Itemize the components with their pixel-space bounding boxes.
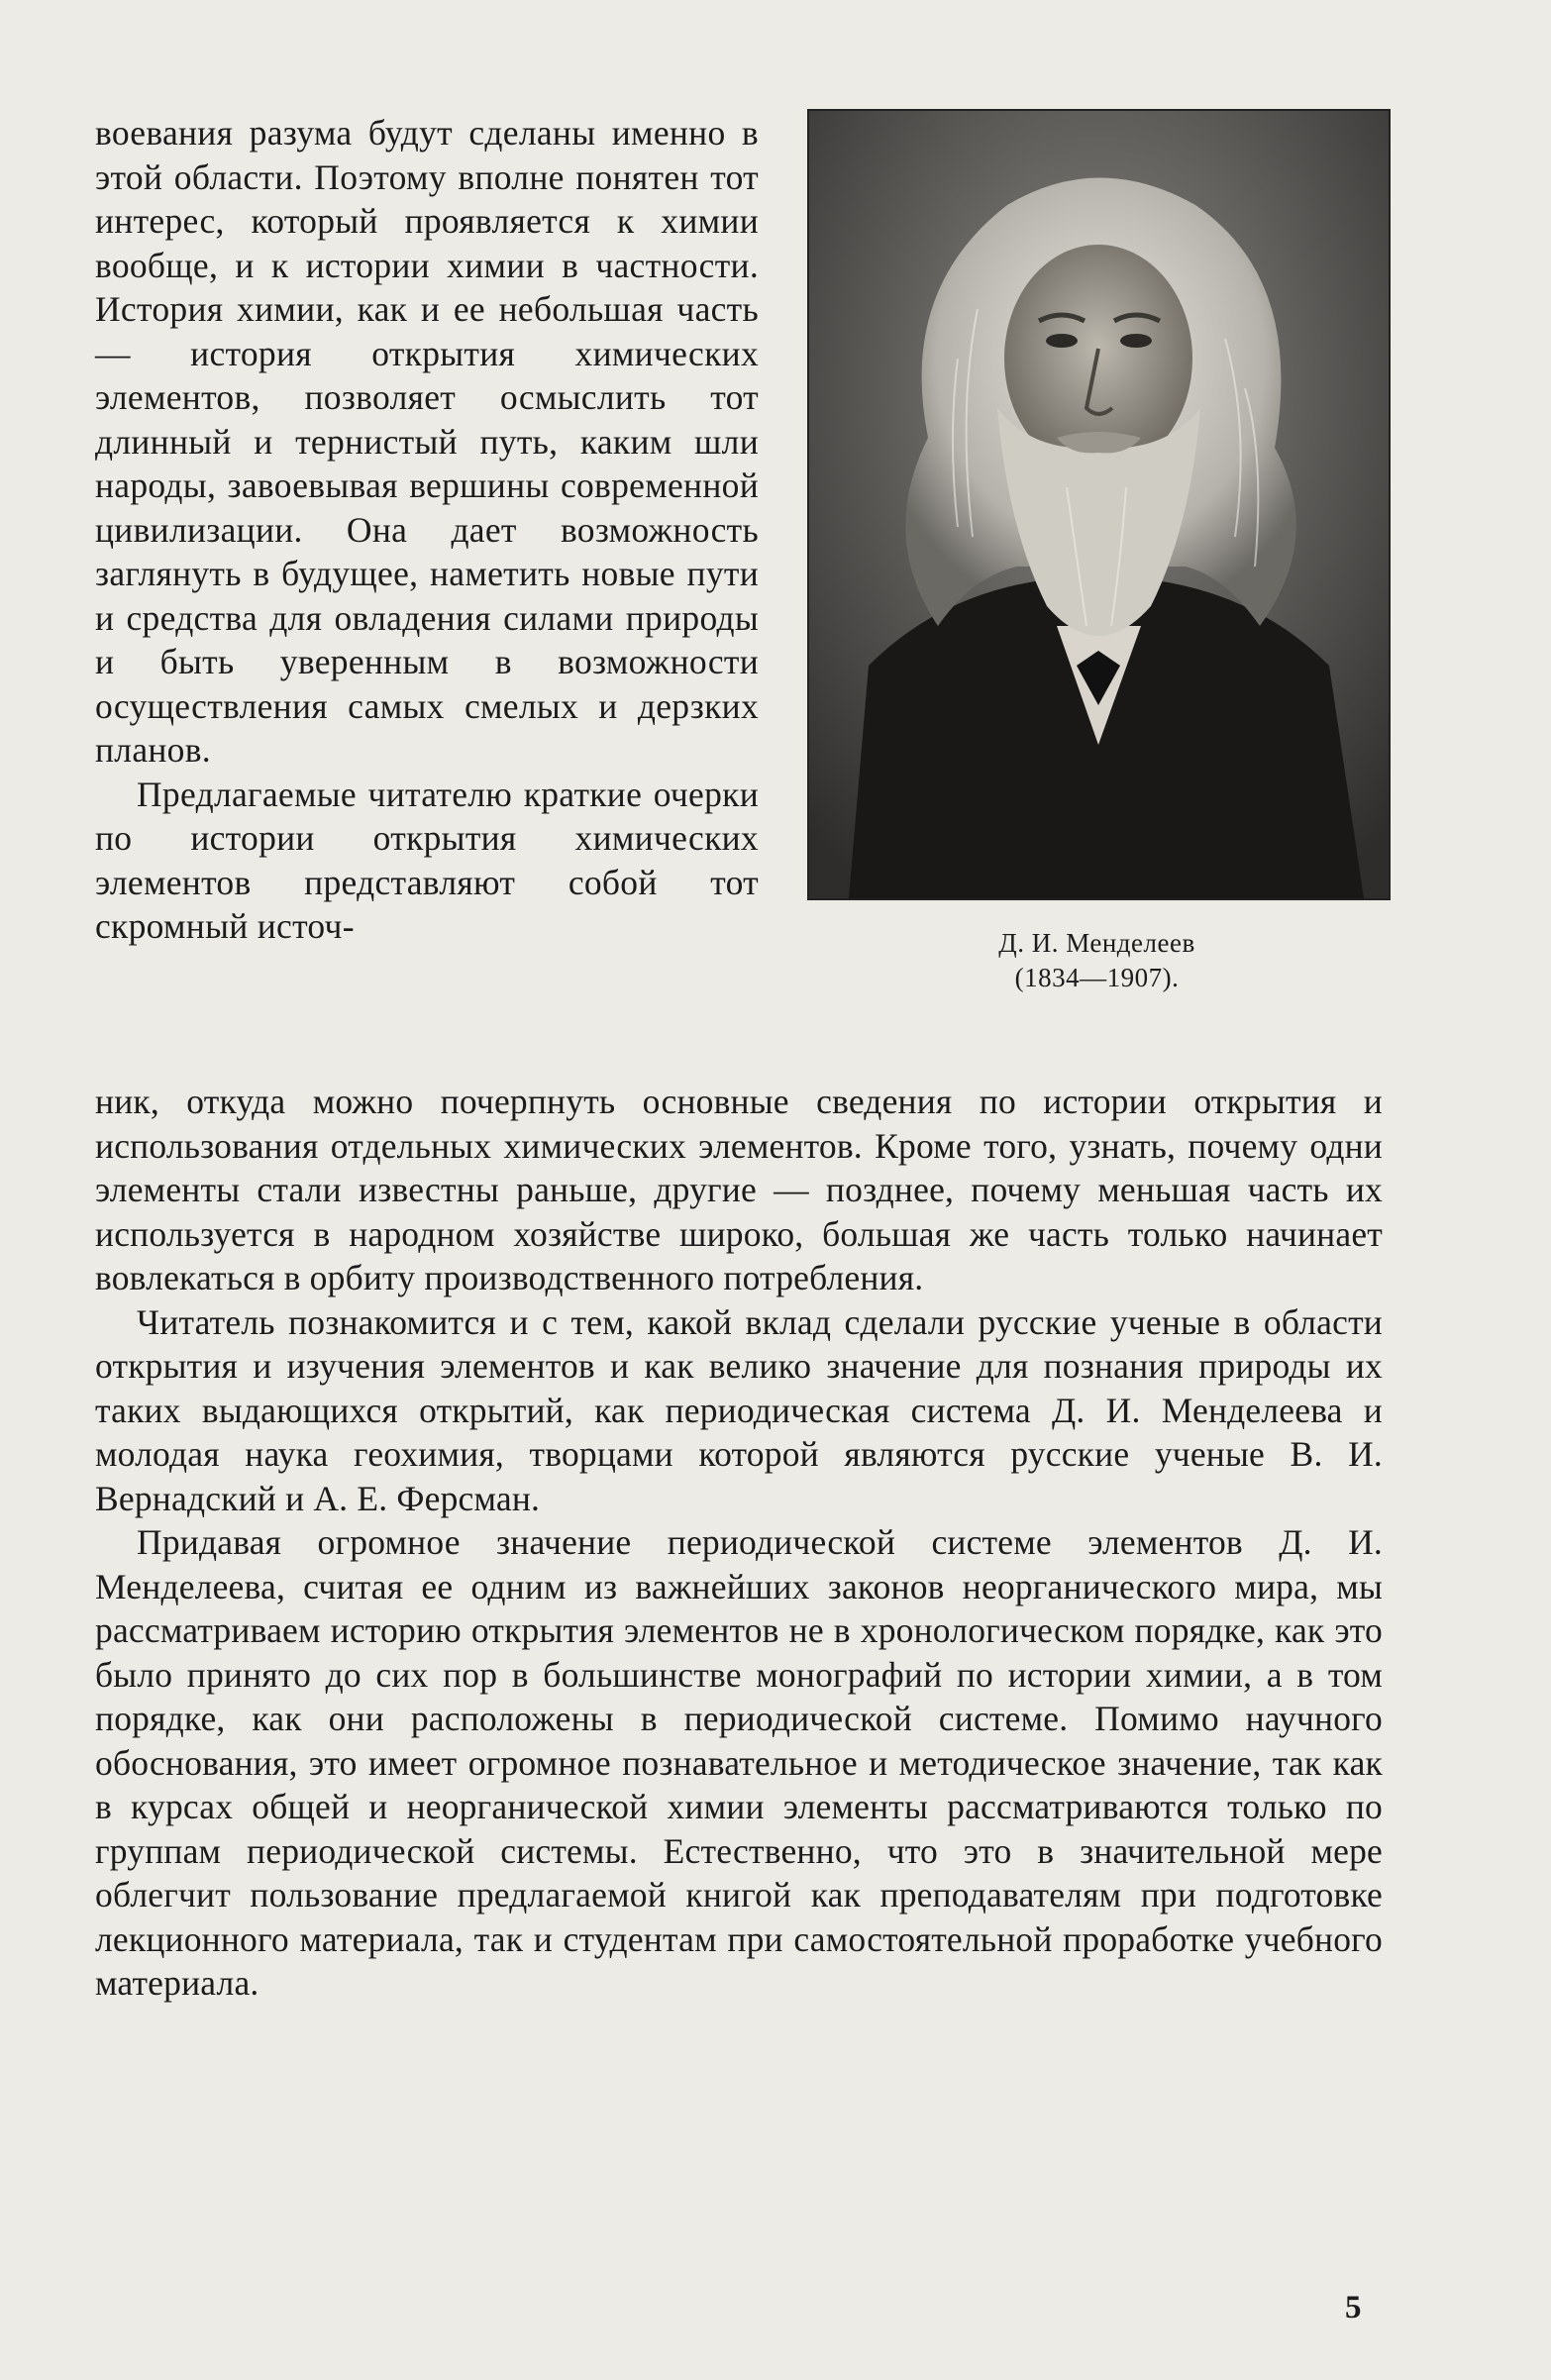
caption-name: Д. И. Менделеев bbox=[998, 928, 1195, 958]
portrait-image bbox=[809, 111, 1389, 898]
intro-paragraph-2-start: Предлагаемые читателю краткие очерки по истории открытия химических элементов представляют собой тот скромный источ- bbox=[95, 774, 759, 946]
paragraph-2-end: ник, откуда можно почерпнуть основные сведения по истории открытия и использования отдельных химических элементов. Кроме того, узнать, почему одни элементы стали известны раньше, другие — позднее, почему меньшая часть их используется в народном хозяйстве широко, большая же часть только начинает вовлекаться в орбиту производственного потребления. bbox=[95, 1082, 1383, 1297]
body-text bbox=[95, 1080, 1383, 2006]
page-number: 5 bbox=[1345, 2290, 1362, 2326]
portrait-photo-mendeleev bbox=[807, 109, 1391, 900]
paragraph-3: Читатель познакомится и с тем, какой вклад сделали русские ученые в области открытия и изучения элементов и как велико значение для познания природы их таких выдающихся открытий, как периодическая система Д. И. Менделеева и молодая наука геохимия, творцами которой являются русские ученые В. И. Вернадский и А. Е. Ферсман. bbox=[95, 1301, 1383, 1518]
intro-paragraph-1: воевания разума будут сделаны именно в этой области. Поэтому вполне понятен тот интерес, который проявляется к химии вообще, и к истории химии в частности. История химии, как и ее небольшая часть — история открытия химических элементов, позволяет осмыслить тот длинный и тернистый путь, каким шли народы, завоевывая вершины современной цивилизации. Она дает возможность заглянуть в будущее, наметить новые пути и средства для овладения силами природы и быть уверенным в возможности осуществления самых смелых и дерзких планов. bbox=[95, 113, 759, 770]
paragraph-4: Придавая огромное значение периодической системе элементов Д. И. Менделеева, считая ее одним из важнейших законов неорганического мира, мы рассматриваем историю открытия элементов не в хронологическом порядке, как это было принято до сих пор в большинстве монографий по истории химии, а в том порядке, как они расположены в периодической системе. Помимо научного обоснования, это имеет огромное познавательное и методическое значение, так как в курсах общей и неорганической химии элементы рассматриваются только по группам периодической системы. Естественно, что это в значительной мере облегчит пользование предлагаемой книгой как преподавателям при подготовке лекционного материала, так и студентам при самостоятельной проработке учебного материала. bbox=[95, 1522, 1383, 2003]
caption-years: (1834—1907). bbox=[1014, 963, 1180, 992]
intro-column bbox=[95, 111, 759, 949]
portrait-caption bbox=[807, 926, 1387, 995]
